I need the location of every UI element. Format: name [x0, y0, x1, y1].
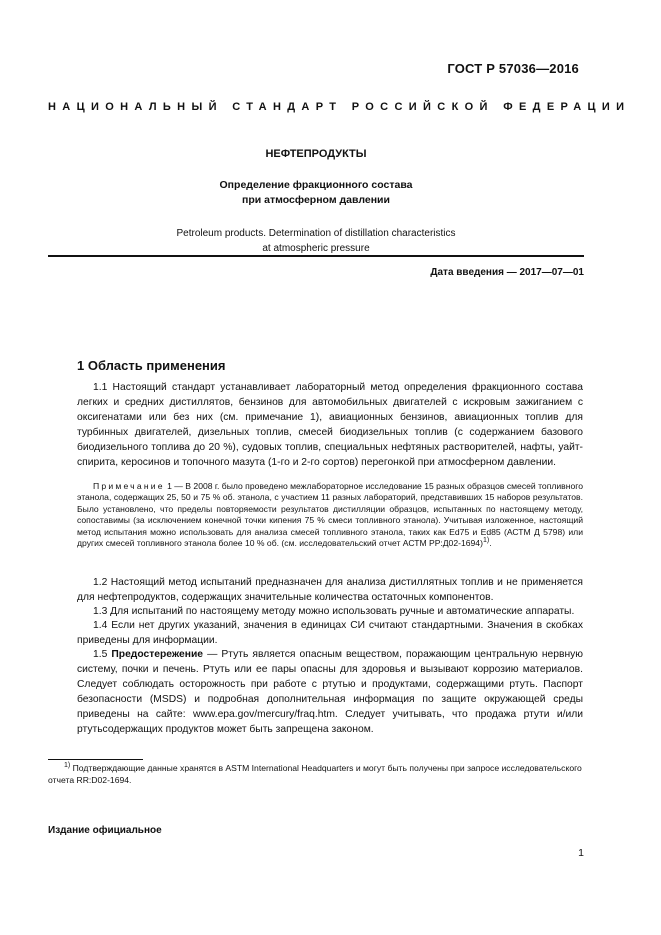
- english-title-line-1: Petroleum products. Determination of distillation characteristics: [176, 228, 456, 239]
- paragraph-1-4: 1.4 Если нет других указаний, значения в единицах СИ считают стандартными. Значения в скобках приведены для информации.: [77, 620, 583, 646]
- title-block: [48, 148, 584, 256]
- paragraph-1-5: [77, 647, 583, 737]
- paragraph-1-5-text: — Ртуть является опасным веществом, поражающим центральную нервную систему, почки и печень. Ртуть или ее пары опасны для здоровья и вызывают коррозию материалов. Следует соблюдать осторожность при работе с ртутью и продуктами, содержащими ртуть. Паспорт безопасности (MSDS) и подробная дополнительная информация по защите окружающей среды приведены на сайте: www.epa.gov/mercury/fraq.htm. Следует учитывать, что продажа ртути и/или ртутьсодержащих продуктов может быть запрещена законом.: [77, 649, 583, 735]
- note-footnote-ref: 1): [482, 537, 490, 545]
- section-title: 1 Область применения: [77, 358, 226, 373]
- english-title: [48, 226, 584, 256]
- document-code: ГОСТ Р 57036—2016: [447, 61, 579, 76]
- note-label: Примечание: [93, 481, 165, 491]
- footnote-divider: [48, 759, 143, 760]
- english-title-line-2: at atmospheric pressure: [262, 243, 370, 254]
- warning-label: Предостережение: [111, 649, 204, 660]
- paragraph-1-5-number: 1.5: [93, 649, 112, 660]
- title-divider: [48, 255, 584, 257]
- paragraph-1-3: 1.3 Для испытаний по настоящему методу можно использовать ручные и автоматические аппараты.: [93, 606, 575, 617]
- note-1: [77, 481, 583, 549]
- page-number: 1: [578, 847, 584, 859]
- footnote-text: Подтверждающие данные хранятся в ASTM International Headquarters и могут быть получены при запросе исследовательского отчета RR:D02-1694.: [48, 763, 582, 785]
- paragraph-1-2: 1.2 Настоящий метод испытаний предназначен для анализа дистиллятных топлив и не применяется для нефтепродуктов, содержащих значительные количества остаточных компонентов.: [77, 577, 583, 603]
- subtitle-line-2: при атмосферном давлении: [242, 194, 390, 206]
- paragraph-1-1: 1.1 Настоящий стандарт устанавливает лабораторный метод определения фракционного состава легких и средних дистиллятов, бензинов для автомобильных двигателей с искровым зажиганием с оксигенатами или без них (см. примечание 1), авиационных бензинов, авиационных топлив для турбинных двигателей, дизельных топлив, смесей биодизельных топлив (с содержанием базового биодизельного топлива до 20 %), судовых топлив, специальных нефтяных растворителей, нафты, уайт-спирита, керосинов и топочного мазута (1-го и 2-го сортов) перегонкой при атмосферном давлении.: [77, 382, 583, 468]
- footnote-mark: 1): [64, 762, 71, 770]
- standard-heading: НАЦИОНАЛЬНЫЙ СТАНДАРТ РОССИЙСКОЙ ФЕДЕРАЦИИ: [48, 101, 631, 113]
- edition-label: Издание официальное: [48, 825, 162, 836]
- note-end: .: [489, 538, 492, 549]
- introduction-date: Дата введения — 2017—07—01: [430, 267, 584, 278]
- footnote: [48, 762, 584, 786]
- main-title: НЕФТЕПРОДУКТЫ: [265, 148, 367, 160]
- subtitle-line-1: Определение фракционного состава: [219, 179, 413, 191]
- note-text: 1 — В 2008 г. было проведено межлабораторное исследование 15 разных образцов смесей топливного этанола, содержащих 25, 50 и 75 % об. этанола, с участием 11 разных лабораторий, представивших 15 наборов результатов. Было установлено, что пределы повторяемости результатов дистилляции образцов, испытанных по настоящему методу, сопоставимы (за исключением конечной точки кипения 75 % смеси топливного этанола). Учитывая изложенное, настоящий метод испытания можно использовать для анализа смесей топливного этанола, таких как Ed75 и Ed85 (АСТМ Д 5798) или других смесей топливного этанола более 10 % об. (см. исследовательский отчет АСТМ РР:Д02-1694): [77, 481, 583, 549]
